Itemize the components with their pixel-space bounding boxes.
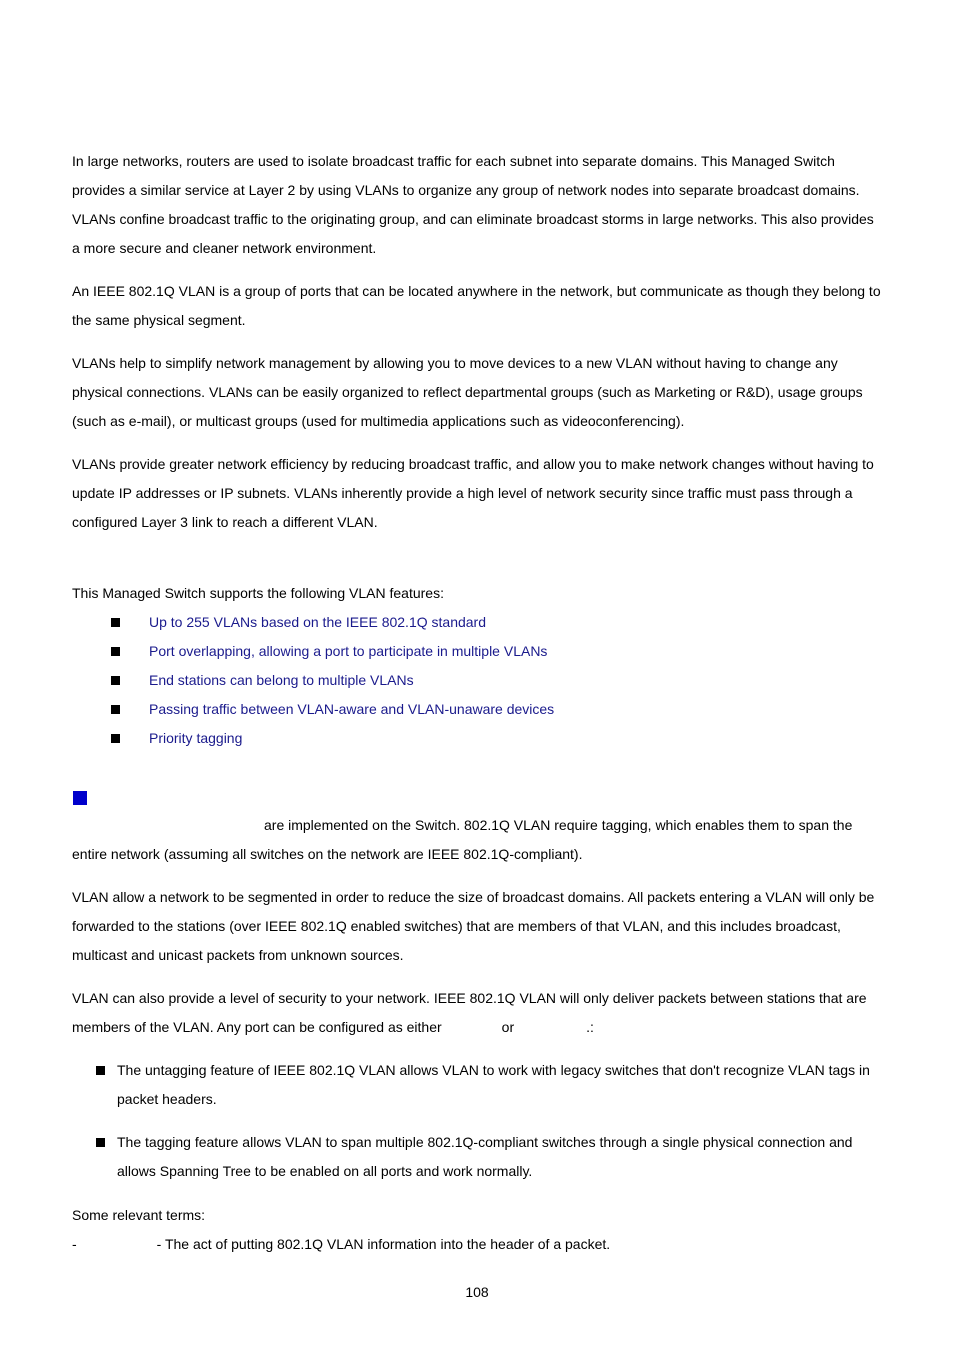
section-square-icon [73, 791, 87, 805]
feature-item: Up to 255 VLANs based on the IEEE 802.1Q standard [149, 614, 486, 630]
feature-item: Passing traffic between VLAN-aware and VLAN-unaware devices [149, 701, 555, 717]
terms-lead: Some relevant terms: [72, 1207, 206, 1223]
section-paragraph-3-end: .: [586, 1019, 594, 1035]
term-dash: - [72, 1236, 77, 1252]
square-bullet-icon [96, 1066, 105, 1075]
term-line [72, 1230, 610, 1259]
page-number: 108 [465, 1284, 489, 1300]
intro-paragraph-4: VLANs provide greater network efficiency by reducing broadcast traffic, and allow you to make network changes without having to update IP addresses or IP subnets. VLANs inherently provide a high level of network security since traffic must pass through a configured Layer 3 link to reach a different VLAN. [72, 456, 874, 530]
intro-paragraph-2: An IEEE 802.1Q VLAN is a group of ports that can be located anywhere in the network, but communicate as though they belong to the same physical segment. [72, 283, 881, 328]
square-bullet-icon [111, 618, 120, 627]
section-paragraph-2: VLAN allow a network to be segmented in order to reduce the size of broadcast domains. All packets entering a VLAN will only be forwarded to the stations (over IEEE 802.1Q enabled switches) that are members of that VLAN, and this includes broadcast, multicast and unicast packets from unknown sources. [72, 889, 875, 963]
section-paragraph-3-start: VLAN can also provide a level of security to your network. IEEE 802.1Q VLAN will only deliver packets between stations that are members of the VLAN. Any port can be configured as either [72, 990, 867, 1035]
section-paragraph-3 [72, 984, 884, 1042]
square-bullet-icon [96, 1138, 105, 1147]
square-bullet-icon [111, 734, 120, 743]
section-paragraph-1: are implemented on the Switch. 802.1Q VLAN require tagging, which enables them to span the entire network (assuming all switches on the network are IEEE 802.1Q-compliant). [72, 817, 853, 862]
square-bullet-icon [111, 647, 120, 656]
features-lead: This Managed Switch supports the following VLAN features: [72, 585, 444, 601]
square-bullet-icon [111, 676, 120, 685]
feature-item: Priority tagging [149, 730, 243, 746]
feature-item: Port overlapping, allowing a port to participate in multiple VLANs [149, 643, 548, 659]
intro-paragraph-1: In large networks, routers are used to isolate broadcast traffic for each subnet into separate domains. This Managed Switch provides a similar service at Layer 2 by using VLANs to organize any group of network nodes into separate broadcast domains. VLANs confine broadcast traffic to the originating group, and can eliminate broadcast storms in large networks. This also provides a more secure and cleaner network environment. [72, 153, 874, 256]
square-bullet-icon [111, 705, 120, 714]
tagging-bullet-2: The tagging feature allows VLAN to span multiple 802.1Q-compliant switches through a single physical connection and allows Spanning Tree to be enabled on all ports and work normally. [117, 1134, 853, 1179]
section-paragraph-3-or: or [501, 1019, 515, 1035]
intro-paragraph-3: VLANs help to simplify network management by allowing you to move devices to a new VLAN without having to change any physical connections. VLANs can be easily organized to reflect departmental groups (such as Marketing or R&D), usage groups (such as e-mail), or multicast groups (used for multimedia applications such as videoconferencing). [72, 355, 863, 429]
feature-item: End stations can belong to multiple VLANs [149, 672, 414, 688]
term-definition: - The act of putting 802.1Q VLAN information into the header of a packet. [156, 1236, 611, 1252]
tagging-bullet-1: The untagging feature of IEEE 802.1Q VLAN allows VLAN to work with legacy switches that don't recognize VLAN tags in packet headers. [117, 1062, 870, 1107]
